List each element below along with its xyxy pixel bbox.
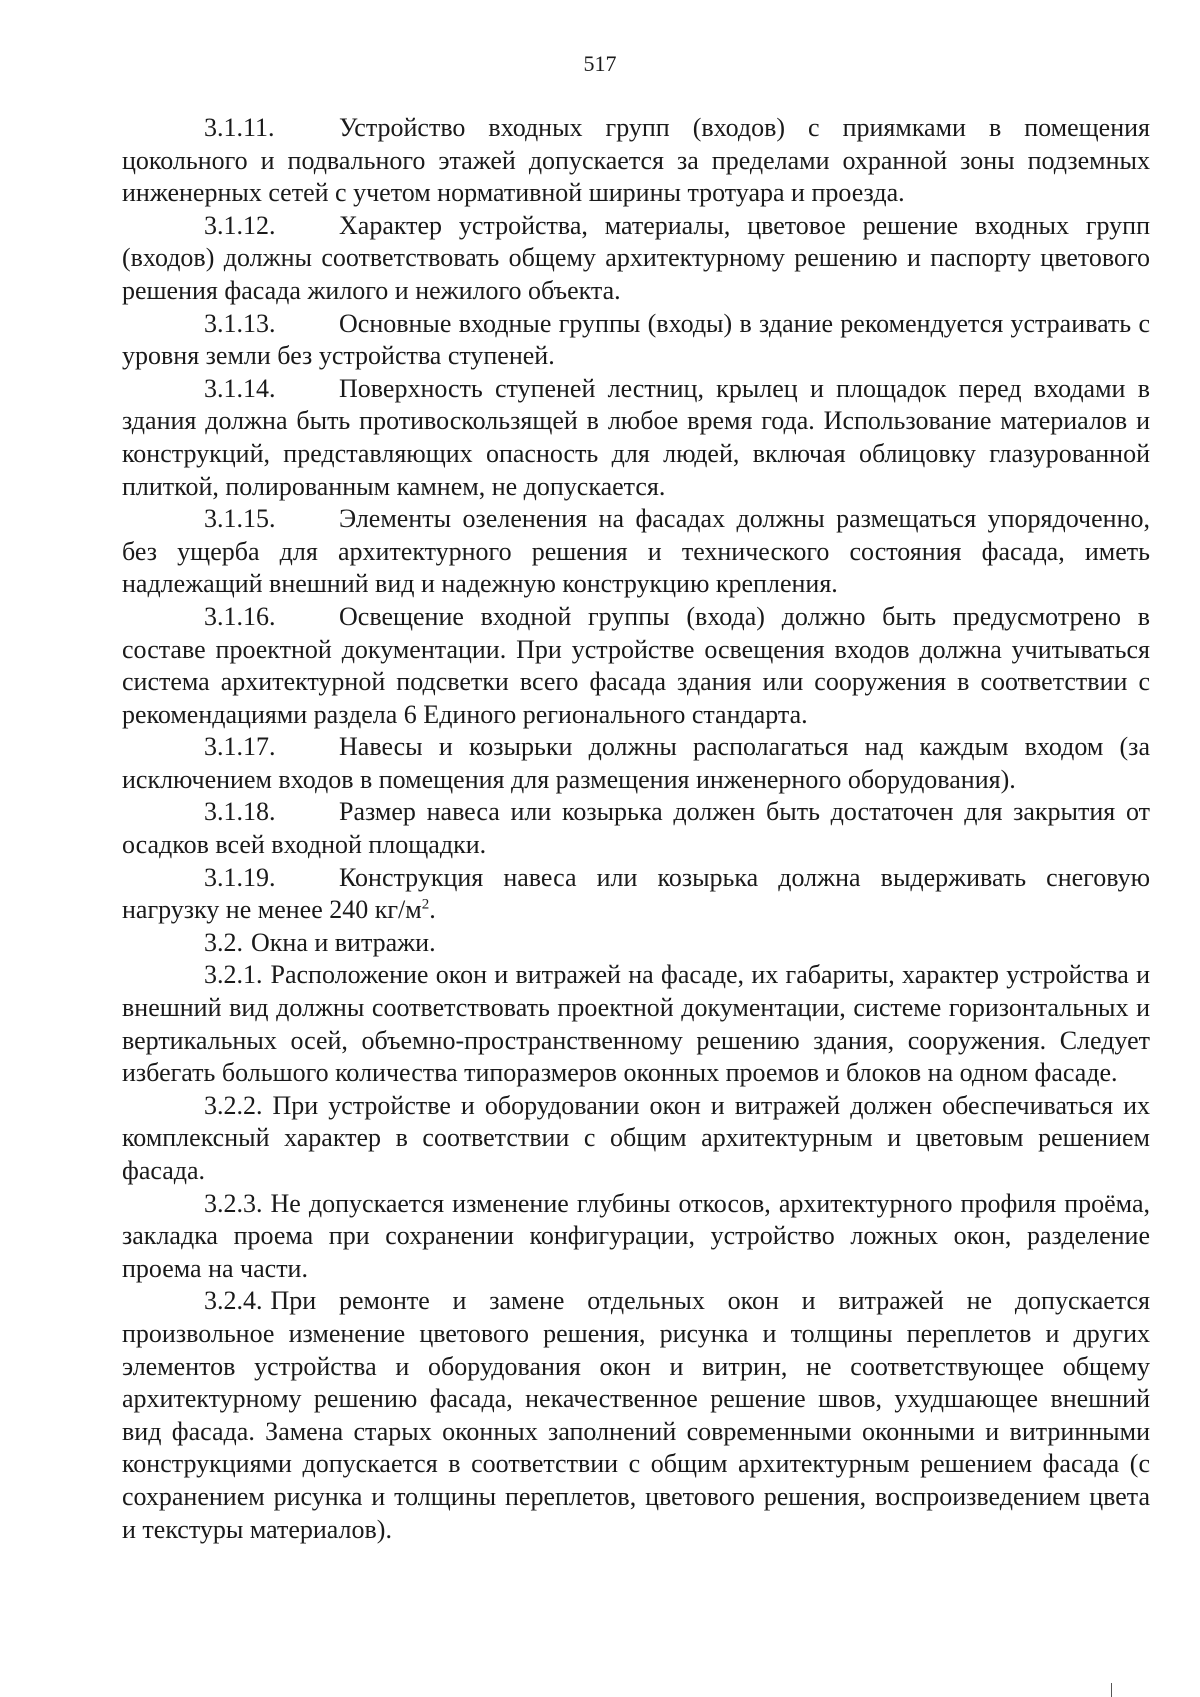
clause-text: Устройство входных групп (входов) с приямками в помещения цокольного и подвального этажей допускается за пределами охранной зоны подземных инженерных сетей с учетом нормативной ширины тротуара и проезда. bbox=[122, 113, 1150, 208]
clause-text: Основные входные группы (входы) в здание рекомендуется устраивать с уровня земли без устройства ступеней. bbox=[122, 308, 1150, 371]
paragraph-3-1-19 bbox=[122, 862, 1150, 927]
clause-number: 3.1.11. bbox=[204, 113, 275, 142]
clause-text: Расположение окон и витражей на фасаде, их габариты, характер устройства и внешний вид должны соответствовать проектной документации, системе горизонтальных и вертикальных осей, объемно-пространственному решению здания, сооружения. Следует избегать большого количества типоразмеров оконных проемов и блоков на одном фасаде. bbox=[122, 960, 1150, 1088]
clause-number: 3.1.19. bbox=[204, 862, 276, 892]
paragraph-3-1-13 bbox=[122, 308, 1150, 373]
clause-number: 3.2.3. bbox=[204, 1188, 263, 1218]
clause-number: 3.2.1. bbox=[204, 960, 263, 990]
paragraph-3-1-18 bbox=[122, 796, 1150, 861]
clause-number: 3.1.16. bbox=[204, 601, 276, 631]
clause-number: 3.1.18. bbox=[204, 797, 276, 827]
clause-text: Элементы озеленения на фасадах должны размещаться упорядоченно, без ущерба для архитектурного решения и технического состояния фасада, иметь надлежащий внешний вид и надежную конструкцию крепления. bbox=[122, 504, 1150, 599]
section-heading-3-2 bbox=[122, 927, 1150, 960]
clause-text: Поверхность ступеней лестниц, крылец и площадок перед входами в здания должна быть противоскользящей в любое время года. Использование материалов и конструкций, представляющих опасность для людей, включая облицовку глазурованной плиткой, полированным камнем, не допускается. bbox=[122, 373, 1150, 501]
clause-text: Конструкция навеса или козырька должна выдерживать снеговую нагрузку не менее 240 кг/м bbox=[122, 862, 1150, 925]
paragraph-3-1-16 bbox=[122, 601, 1150, 731]
clause-number: 3.1.15. bbox=[204, 504, 276, 534]
clause-number: 3.2.4. bbox=[204, 1286, 263, 1316]
clause-text: Характер устройства, материалы, цветовое решение входных групп (входов) должны соответствовать общему архитектурному решению и паспорту цветового решения фасада жилого и нежилого объекта. bbox=[122, 210, 1150, 305]
page-number: 517 bbox=[583, 51, 617, 76]
clause-text: При ремонте и замене отдельных окон и витражей не допускается произвольное изменение цветового решения, рисунка и толщины переплетов и других элементов устройства и оборудования окон и витрин, не соответствующее общему архитектурному решению фасада, некачественное решение швов, ухудшающее внешний вид фасада. Замена старых оконных заполнений современными оконными и витринными конструкциями допускается в соответствии с общим архитектурным решением фасада (с сохранением рисунка и толщины переплетов, цветового решения, воспроизведением цвета и текстуры материалов). bbox=[122, 1286, 1150, 1544]
clause-text: Навесы и козырьки должны располагаться над каждым входом (за исключением входов в помещения для размещения инженерного оборудования). bbox=[122, 732, 1150, 794]
section-number: 3.2. bbox=[204, 927, 243, 957]
clause-text: Не допускается изменение глубины откосов, архитектурного профиля проёма, закладка проема при сохранении конфигурации, устройство ложных окон, разделение проема на части. bbox=[122, 1188, 1150, 1283]
superscript: 2 bbox=[421, 896, 430, 913]
paragraph-3-1-11 bbox=[122, 112, 1150, 210]
clause-number: 3.1.14. bbox=[204, 373, 276, 403]
section-title: Окна и витражи. bbox=[251, 927, 436, 957]
paragraph-3-1-14 bbox=[122, 373, 1150, 503]
clause-text: Размер навеса или козырька должен быть достаточен для закрытия от осадков всей входной площадки. bbox=[122, 797, 1150, 860]
paragraph-3-2-3 bbox=[122, 1188, 1150, 1286]
paragraph-3-2-2 bbox=[122, 1090, 1150, 1188]
scan-artifact-line bbox=[1111, 1683, 1112, 1697]
paragraph-3-1-15 bbox=[122, 503, 1150, 601]
paragraph-3-2-1 bbox=[122, 959, 1150, 1089]
clause-number: 3.1.12. bbox=[204, 210, 276, 240]
paragraph-3-1-17 bbox=[122, 731, 1150, 796]
document-body bbox=[122, 112, 1150, 1546]
clause-text: При устройстве и оборудовании окон и витражей должен обеспечиваться их комплексный характер в соответствии с общим архитектурным и цветовым решением фасада. bbox=[122, 1090, 1150, 1185]
clause-text: Освещение входной группы (входа) должно быть предусмотрено в составе проектной документации. При устройстве освещения входов должна учитываться система архитектурной подсветки всего фасада здания или сооружения в соответствии с рекомендациями раздела 6 Единого регионального стандарта. bbox=[122, 601, 1150, 729]
paragraph-3-2-4 bbox=[122, 1285, 1150, 1546]
paragraph-3-1-12 bbox=[122, 210, 1150, 308]
clause-number: 3.2.2. bbox=[204, 1090, 263, 1120]
clause-text-tail: . bbox=[429, 895, 436, 925]
clause-number: 3.1.17. bbox=[204, 732, 276, 762]
clause-number: 3.1.13. bbox=[204, 308, 276, 338]
